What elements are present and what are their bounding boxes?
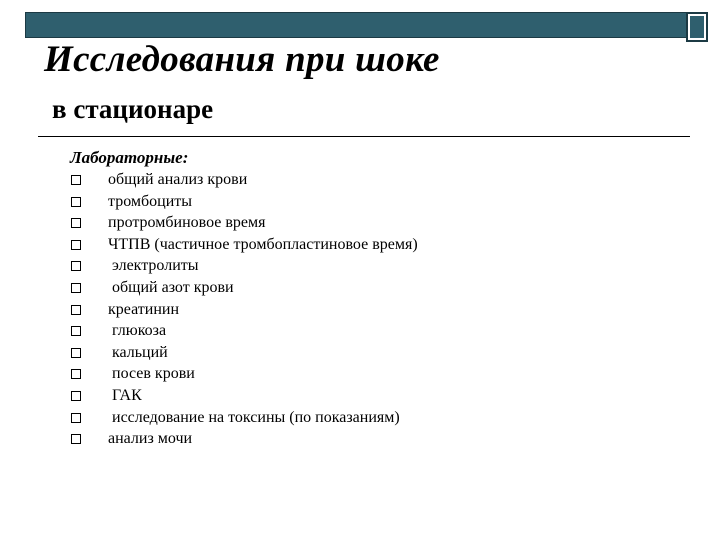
hollow-square-bullet-icon — [71, 369, 81, 379]
list-item-label: исследование на токсины (по показаниям) — [108, 408, 400, 426]
list-item-label: кальций — [108, 343, 168, 361]
list-item-label: глюкоза — [108, 322, 167, 340]
hollow-square-bullet-icon — [71, 283, 81, 293]
hollow-square-bullet-icon — [71, 413, 81, 423]
list-item — [70, 407, 418, 429]
hollow-square-bullet-icon — [71, 434, 81, 444]
list-item-label: посев крови — [108, 365, 195, 383]
list-item-label: креатинин — [108, 300, 179, 318]
header-bar — [25, 12, 688, 38]
list-item-label: протромбиновое время — [108, 214, 266, 232]
hollow-square-bullet-icon — [71, 197, 81, 207]
list-item — [70, 212, 418, 234]
slide-subtitle: в стационаре — [52, 94, 214, 124]
hollow-square-bullet-icon — [71, 391, 81, 401]
list-item — [70, 255, 418, 277]
list-item — [70, 277, 418, 299]
list-item-label: анализ мочи — [108, 430, 193, 448]
list-item — [70, 342, 418, 364]
hollow-square-bullet-icon — [71, 240, 81, 250]
list-item — [70, 191, 418, 213]
list-item-label: ГАК — [108, 386, 142, 404]
hollow-square-bullet-icon — [71, 261, 81, 271]
decorative-square-fill — [690, 16, 704, 38]
list-item — [70, 299, 418, 321]
slide-title: Исследования при шоке — [44, 39, 440, 80]
list-item-label: тромбоциты — [108, 192, 193, 210]
list-item — [70, 363, 418, 385]
hollow-square-bullet-icon — [71, 348, 81, 358]
title-divider — [38, 136, 690, 137]
hollow-square-bullet-icon — [71, 326, 81, 336]
lab-tests-list — [70, 169, 418, 450]
hollow-square-bullet-icon — [71, 218, 81, 228]
list-item — [70, 385, 418, 407]
list-item-label: ЧТПВ (частичное тромбопластиновое время) — [108, 235, 418, 253]
list-item — [70, 428, 418, 450]
hollow-square-bullet-icon — [71, 175, 81, 185]
hollow-square-bullet-icon — [71, 305, 81, 315]
list-item — [70, 320, 418, 342]
list-item-label: общий анализ крови — [108, 171, 248, 188]
list-item — [70, 169, 418, 191]
list-item-label: электролиты — [108, 257, 199, 275]
section-heading: Лабораторные: — [70, 148, 189, 167]
list-item-label: общий азот крови — [108, 278, 234, 296]
list-item — [70, 234, 418, 256]
